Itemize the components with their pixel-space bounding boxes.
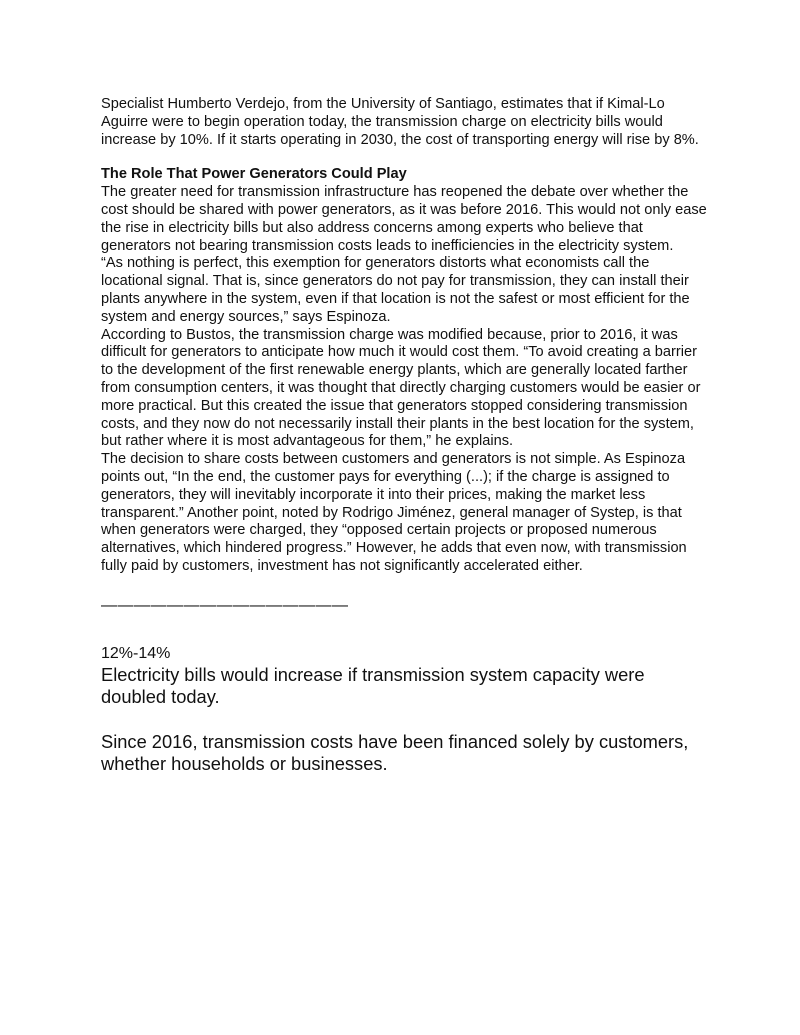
stat-note: Since 2016, transmission costs have been financed solely by customers, whether households or businesses.: [101, 730, 689, 775]
stat-caption: Electricity bills would increase if transmission system capacity were doubled today.: [101, 663, 645, 708]
body-paragraph: The decision to share costs between customers and generators is not simple. As Espinoza points out, “In the end, the customer pays for everything (...); if the charge is assigned to generators, they will inevitably incorporate it into their prices, making the market less transparent.” Another point, noted by Rodrigo Jiménez, general manager of Systep, is that when generators were charged, they “opposed certain projects or proposed numerous alternatives, which hindered progress.” However, he adds that even now, with transmission fully paid by customers, investment has not significantly accelerated either.: [101, 451, 687, 574]
document-page: [101, 96, 711, 776]
body-paragraph: “As nothing is perfect, this exemption for generators distorts what economists call the locational signal. That is, since generators do not pay for transmission, they can install their plants anywhere in the system, even if that location is not the safest or most efficient for the system and energy sources,” says Espinoza.: [101, 255, 690, 325]
body-paragraph: The greater need for transmission infrastructure has reopened the debate over whether the cost should be shared with power generators, as it was before 2016. This would not only ease the rise in electricity bills but also address concerns among experts who believe that generators not bearing transmission costs leads to inefficiencies in the electricity system.: [101, 184, 707, 254]
section-heading: The Role That Power Generators Could Play: [101, 166, 407, 183]
divider-line: ———————————————: [101, 596, 349, 614]
intro-paragraph: Specialist Humberto Verdejo, from the University of Santiago, estimates that if Kimal-Lo Aguirre were to begin operation today, the transmission charge on electricity bills would increase by 10%. If it starts operating in 2030, the cost of transporting energy will rise by 8%.: [101, 96, 699, 148]
stat-figure: 12%-14%: [101, 644, 171, 662]
body-paragraph: According to Bustos, the transmission charge was modified because, prior to 2016, it was difficult for generators to anticipate how much it would cost them. “To avoid creating a barrier to the development of the first renewable energy plants, which are generally located farther from consumption centers, it was thought that directly charging customers would be easier or more practical. But this created the issue that generators stopped considering transmission costs, and they now do not necessarily install their plants in the best location for the system, but rather where it is most advantageous for them,” he explains.: [101, 326, 701, 450]
